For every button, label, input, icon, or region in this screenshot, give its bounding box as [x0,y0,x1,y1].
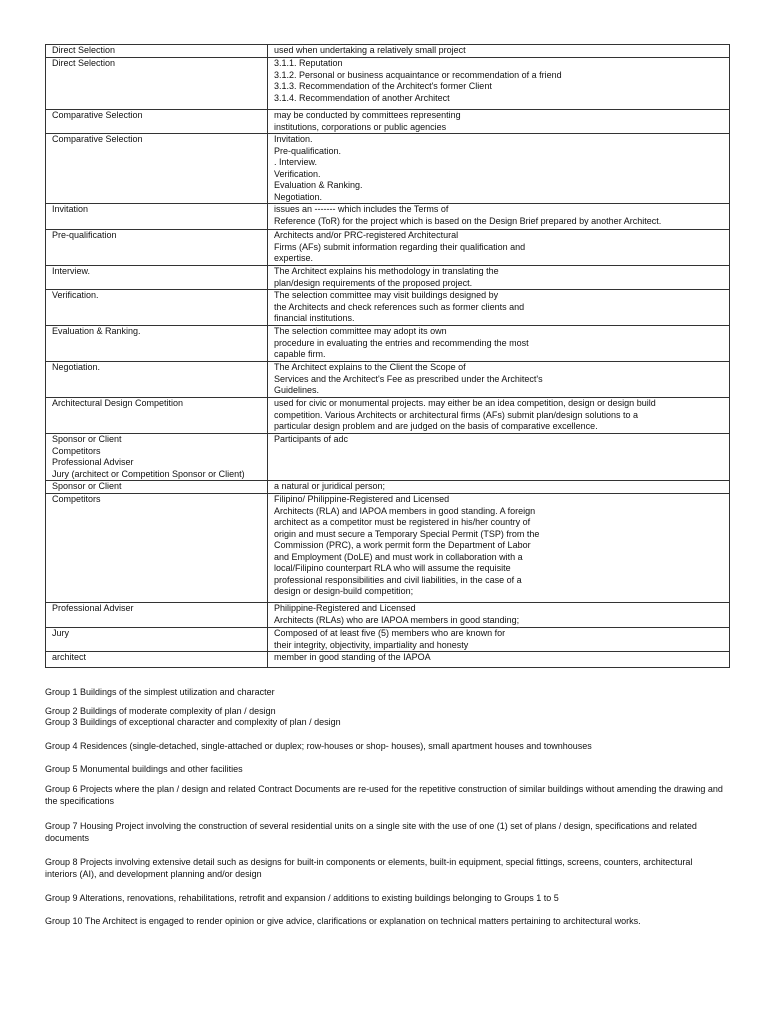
description-line: The Architect explains his methodology in translating the [274,266,499,276]
term-line: Comparative Selection [52,134,143,144]
description-line: expertise. [274,253,314,263]
description-line: 3.1.3. Recommendation of the Architect's former Client [274,81,492,91]
description-line: Architects (RLA) and IAPOA members in good standing. A foreign [274,505,536,516]
description-line: institutions, corporations or public agencies [274,121,447,132]
description-cell [268,45,730,58]
table-row [46,45,730,58]
description-line: financial institutions. [274,313,355,323]
description-line: professional responsibilities and civil liabilities, in the case of a [274,574,522,585]
term-cell [46,652,268,668]
term-line: Architectural Design Competition [52,398,184,408]
description-line: procedure in evaluating the entries and recommending the most [274,337,529,348]
group-4: Group 4 Residences (single-detached, single-attached or duplex; row-houses or shop- houses), small apartment houses and townhouses [45,741,592,751]
term-cell [46,494,268,603]
description-line: Services and the Architect's Fee as prescribed under the Architect's [274,373,543,384]
description-line: 3.1.4. Recommendation of another Architect [274,92,450,103]
description-line: and Employment (DoLE) and must work in collaboration with a [274,551,523,562]
term-line: Professional Adviser [52,457,134,467]
term-line: Comparative Selection [52,110,143,120]
group-1: Group 1 Buildings of the simplest utilization and character [45,687,275,697]
table-row [46,266,730,290]
table-row [46,290,730,326]
table-row [46,628,730,652]
table-row [46,110,730,134]
term-line: Sponsor or Client [52,434,122,444]
term-line: Professional Adviser [52,603,134,613]
description-line: Guidelines. [274,385,320,395]
term-cell [46,603,268,628]
term-line: Invitation [52,204,89,214]
group-3: Group 3 Buildings of exceptional character and complexity of plan / design [45,717,341,727]
description-cell [268,326,730,362]
description-line: The selection committee may adopt its own [274,326,447,336]
description-line: local/Filipino counterpart RLA who will assume the requisite [274,563,511,573]
term-line: Competitors [52,494,101,504]
description-line: Philippine-Registered and Licensed [274,603,416,613]
description-cell [268,266,730,290]
description-line: The selection committee may visit buildings designed by [274,290,499,300]
description-line: . Interview. [274,157,318,167]
description-line: Invitation. [274,134,313,144]
description-cell [268,434,730,481]
description-line: Commission (PRC), a work permit form the Department of Labor [274,540,531,550]
term-line: Evaluation & Ranking. [52,326,141,336]
term-line: architect [52,652,87,662]
term-line: Pre-qualification [52,230,117,240]
description-line: may be conducted by committees representing [274,110,461,120]
description-line: Architects (RLAs) who are IAPOA members in good standing; [274,614,520,625]
term-cell [46,45,268,58]
description-cell [268,494,730,603]
term-cell [46,230,268,266]
description-line: The Architect explains to the Client the Scope of [274,362,466,372]
description-line: Architects and/or PRC-registered Architectural [274,230,459,240]
description-cell [268,134,730,204]
term-cell [46,434,268,481]
description-line: 3.1.1. Reputation [274,58,343,68]
description-line: Verification. [274,168,321,179]
description-cell [268,110,730,134]
table-row [46,230,730,266]
description-line: the Architects and check references such as former clients and [274,301,525,312]
table-row [46,481,730,494]
term-line: Verification. [52,290,99,300]
group-7: Group 7 Housing Project involving the construction of several residential units on a single site with the use of one (1) set of plans / design, specifications and related documents [45,821,700,843]
description-line: Reference (ToR) for the project which is based on the Design Brief prepared by another Architect. [274,215,662,226]
group-2: Group 2 Buildings of moderate complexity of plan / design [45,706,276,716]
description-line: capable firm. [274,349,326,359]
description-line: particular design problem and are judged on the basis of comparative excellence. [274,421,598,431]
description-line: a natural or juridical person; [274,481,386,491]
description-line: Evaluation & Ranking. [274,180,363,190]
description-cell [268,603,730,628]
term-cell [46,58,268,110]
description-line: Filipino/ Philippine-Registered and Licensed [274,494,450,504]
description-line: Composed of at least five (5) members who are known for [274,628,506,638]
table-row [46,398,730,434]
description-cell [268,362,730,398]
term-cell [46,134,268,204]
description-cell [268,204,730,230]
description-line: origin and must secure a Temporary Special Permit (TSP) from the [274,528,540,539]
term-line: Jury [52,628,70,638]
term-line: Sponsor or Client [52,481,122,491]
term-cell [46,362,268,398]
term-cell [46,398,268,434]
group-10: Group 10 The Architect is engaged to render opinion or give advice, clarifications or explanation on technical matters pertaining to architectural works. [45,916,641,926]
term-line: Negotiation. [52,362,101,372]
description-line: their integrity, objectivity, impartiality and honesty [274,639,469,650]
term-cell [46,481,268,494]
table-row [46,603,730,628]
table-row [46,326,730,362]
table-row [46,58,730,110]
term-cell [46,110,268,134]
description-line: used when undertaking a relatively small project [274,45,466,55]
term-cell [46,326,268,362]
group-6: Group 6 Projects where the plan / design and related Contract Documents are re-used for the repetitive construction of similar buildings without amending the drawing and the specifications [45,784,726,806]
description-cell [268,481,730,494]
term-line: Interview. [52,266,91,276]
term-line: Jury (architect or Competition Sponsor or Client) [52,468,245,479]
description-cell [268,290,730,326]
description-line: Negotiation. [274,191,323,202]
table-row [46,494,730,603]
description-line: 3.1.2. Personal or business acquaintance or recommendation of a friend [274,69,562,80]
description-line: architect as a competitor must be registered in his/her country of [274,517,531,527]
description-line: competition. Various Architects or architectural firms (AFs) submit plan/design solutions to a [274,409,638,420]
description-cell [268,628,730,652]
table-row [46,362,730,398]
description-line: issues an ------- which includes the Terms of [274,204,449,214]
description-line: member in good standing of the IAPOA [274,652,431,662]
term-line: Direct Selection [52,45,116,55]
description-cell [268,398,730,434]
description-cell [268,230,730,266]
description-line: Firms (AFs) submit information regarding their qualification and [274,241,526,252]
description-line: Pre-qualification. [274,145,342,156]
table-row [46,434,730,481]
term-cell [46,266,268,290]
term-cell [46,290,268,326]
description-line: design or design-build competition; [274,586,414,596]
term-cell [46,204,268,230]
term-line: Direct Selection [52,58,116,68]
description-cell [268,652,730,668]
description-line: Participants of adc [274,434,349,444]
group-9: Group 9 Alterations, renovations, rehabilitations, retrofit and expansion / additions to existing buildings belonging to Groups 1 to 5 [45,893,559,903]
description-cell [268,58,730,110]
description-line: plan/design requirements of the proposed project. [274,277,473,288]
term-line: Competitors [52,445,101,456]
term-cell [46,628,268,652]
table-row [46,652,730,668]
group-5: Group 5 Monumental buildings and other facilities [45,764,243,774]
selection-methods-table [45,44,730,668]
table-row [46,204,730,230]
description-line: used for civic or monumental projects. may either be an idea competition, design or design build [274,398,656,408]
table-row [46,134,730,204]
group-8: Group 8 Projects involving extensive detail such as designs for built-in components or elements, built-in equipment, special fittings, screens, counters, architectural interiors (AI), and development planning and/or design [45,857,695,879]
